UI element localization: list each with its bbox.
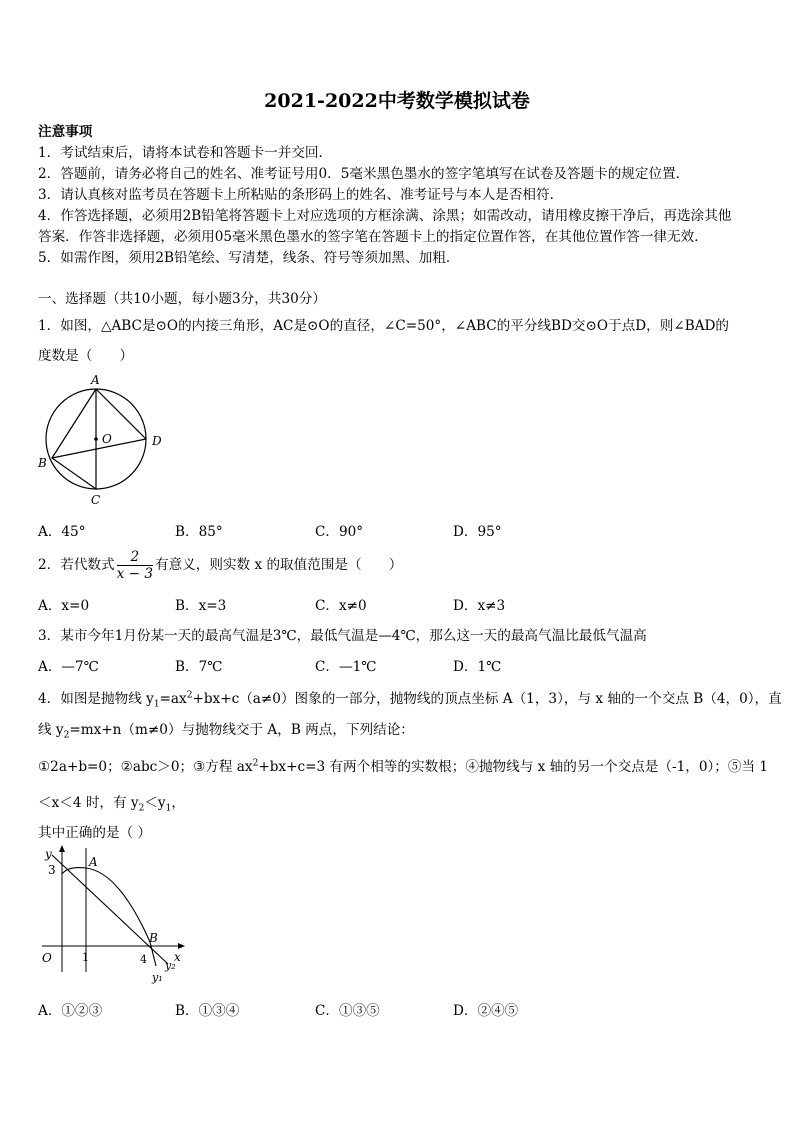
point-label-a: A (89, 855, 98, 869)
question-3-text: 3．某市今年1月份某一天的最高气温是3℃，最低气温是—4℃，那么这一天的最高气温比最低气温高 (38, 628, 647, 644)
origin-label: O (42, 951, 52, 965)
notice-item: 1．考试结束后，请将本试卷和答题卡一并交回． (38, 145, 333, 161)
q2-option-d: D．x≠3 (453, 598, 506, 614)
q1-option-a: A．45° (38, 524, 86, 540)
q3-option-b: B．7℃ (175, 659, 223, 675)
q1-option-c: C．90° (315, 524, 364, 540)
label-b: B (38, 456, 47, 470)
notice-item: 2．答题前，请务必将自己的姓名、准考证号用0．5毫米黑色墨水的签字笔填写在试卷及答题卡的规定位置． (38, 166, 690, 182)
q1-option-d: D．95° (453, 524, 502, 540)
notice-heading: 注意事项 (38, 124, 93, 140)
q4-option-a: A．①②③ (38, 1003, 103, 1019)
q2-option-b: B．x=3 (175, 598, 227, 614)
page-title: 2021-2022中考数学模拟试卷 (264, 90, 530, 112)
q3-option-d: D．1℃ (453, 659, 502, 675)
axis-label-y: y (45, 847, 52, 861)
point-label-b: B (149, 931, 158, 945)
q3-option-a: A．—7℃ (38, 659, 99, 675)
question-4-statements: ①2a+b=0；②abc＞0；③方程 $ax^2+bx+c=3$ 有两个相等的实数根；④抛物线与 x 轴的另一个交点是（-1，0）；⑤当 1 (38, 758, 769, 775)
q2-option-c: C．x≠0 (315, 598, 367, 614)
label-c: C (91, 493, 101, 507)
question-4-parabola-figure (34, 842, 194, 987)
q3-option-c: C．—1℃ (315, 659, 377, 675)
question-4-prompt: 其中正确的是（ ） (38, 825, 152, 841)
question-1-text-cont: 度数是（ ） (38, 348, 134, 364)
notice-item: 5．如需作图，须用2B铅笔绘、写清楚，线条、符号等须加黑、加粗． (38, 250, 460, 266)
section-heading: 一、选择题（共10小题，每小题3分，共30分） (38, 291, 326, 307)
tick-label-3: 3 (48, 863, 56, 877)
question-4-text-cont: 线 $y_2=mx+n(m\ne 0)$与抛物线交于 A，B 两点，下列结论： (38, 722, 414, 741)
tick-label-4: 4 (140, 953, 147, 966)
notice-item: 4．作答选择题，必须用2B铅笔将答题卡上对应选项的方框涂满、涂黑；如需改动，请用橡皮擦干净后，再选涂其他 (38, 208, 732, 224)
q1-option-b: B．85° (175, 524, 223, 540)
tick-label-1: 1 (82, 951, 89, 964)
fraction: $\frac{2}{x - 3}$ (116, 549, 153, 582)
q2-option-a: A．x=0 (38, 598, 90, 614)
q4-option-b: B．①③④ (175, 1003, 240, 1019)
label-a: A (91, 373, 100, 387)
q4-option-d: D．②④⑤ (453, 1003, 519, 1019)
axis-label-x: x (174, 950, 181, 964)
q4-option-c: C．①③⑤ (315, 1003, 380, 1019)
label-o: O (102, 432, 112, 446)
curve-label-y1: y₁ (152, 971, 163, 984)
question-1-circle-figure (32, 370, 172, 510)
curve-label-y2: y₂ (165, 959, 176, 972)
question-2-text: 2．若代数式 $\frac{2}{x - 3}$ 有意义，则实数 x 的取值范围是（ ） (38, 549, 403, 582)
question-1-text: 1．如图，△ABC是⊙O的内接三角形，AC是⊙O的直径，∠C=50°，∠ABC的平分线BD交⊙O于点D，则∠BAD的 (38, 318, 730, 334)
label-d: D (152, 434, 162, 448)
notice-item: 3．请认真核对监考员在答题卡上所粘贴的条形码上的姓名、准考证号与本人是否相符． (38, 187, 564, 203)
question-4-text: 4．如图是抛物线 $y_1=ax^2+bx+c(a\ne 0)$图象的一部分，抛物线的顶点坐标 A（1，3），与 x 轴的一个交点 B（4，0），直 (38, 690, 782, 710)
question-4-statements-cont: ＜x＜4 时，有 $y_2<y_1$， (38, 795, 185, 814)
notice-item: 答案．作答非选择题，必须用05毫米黑色墨水的签字笔在答题卡上的指定位置作答，在其他位置作答一律无效． (38, 229, 708, 245)
